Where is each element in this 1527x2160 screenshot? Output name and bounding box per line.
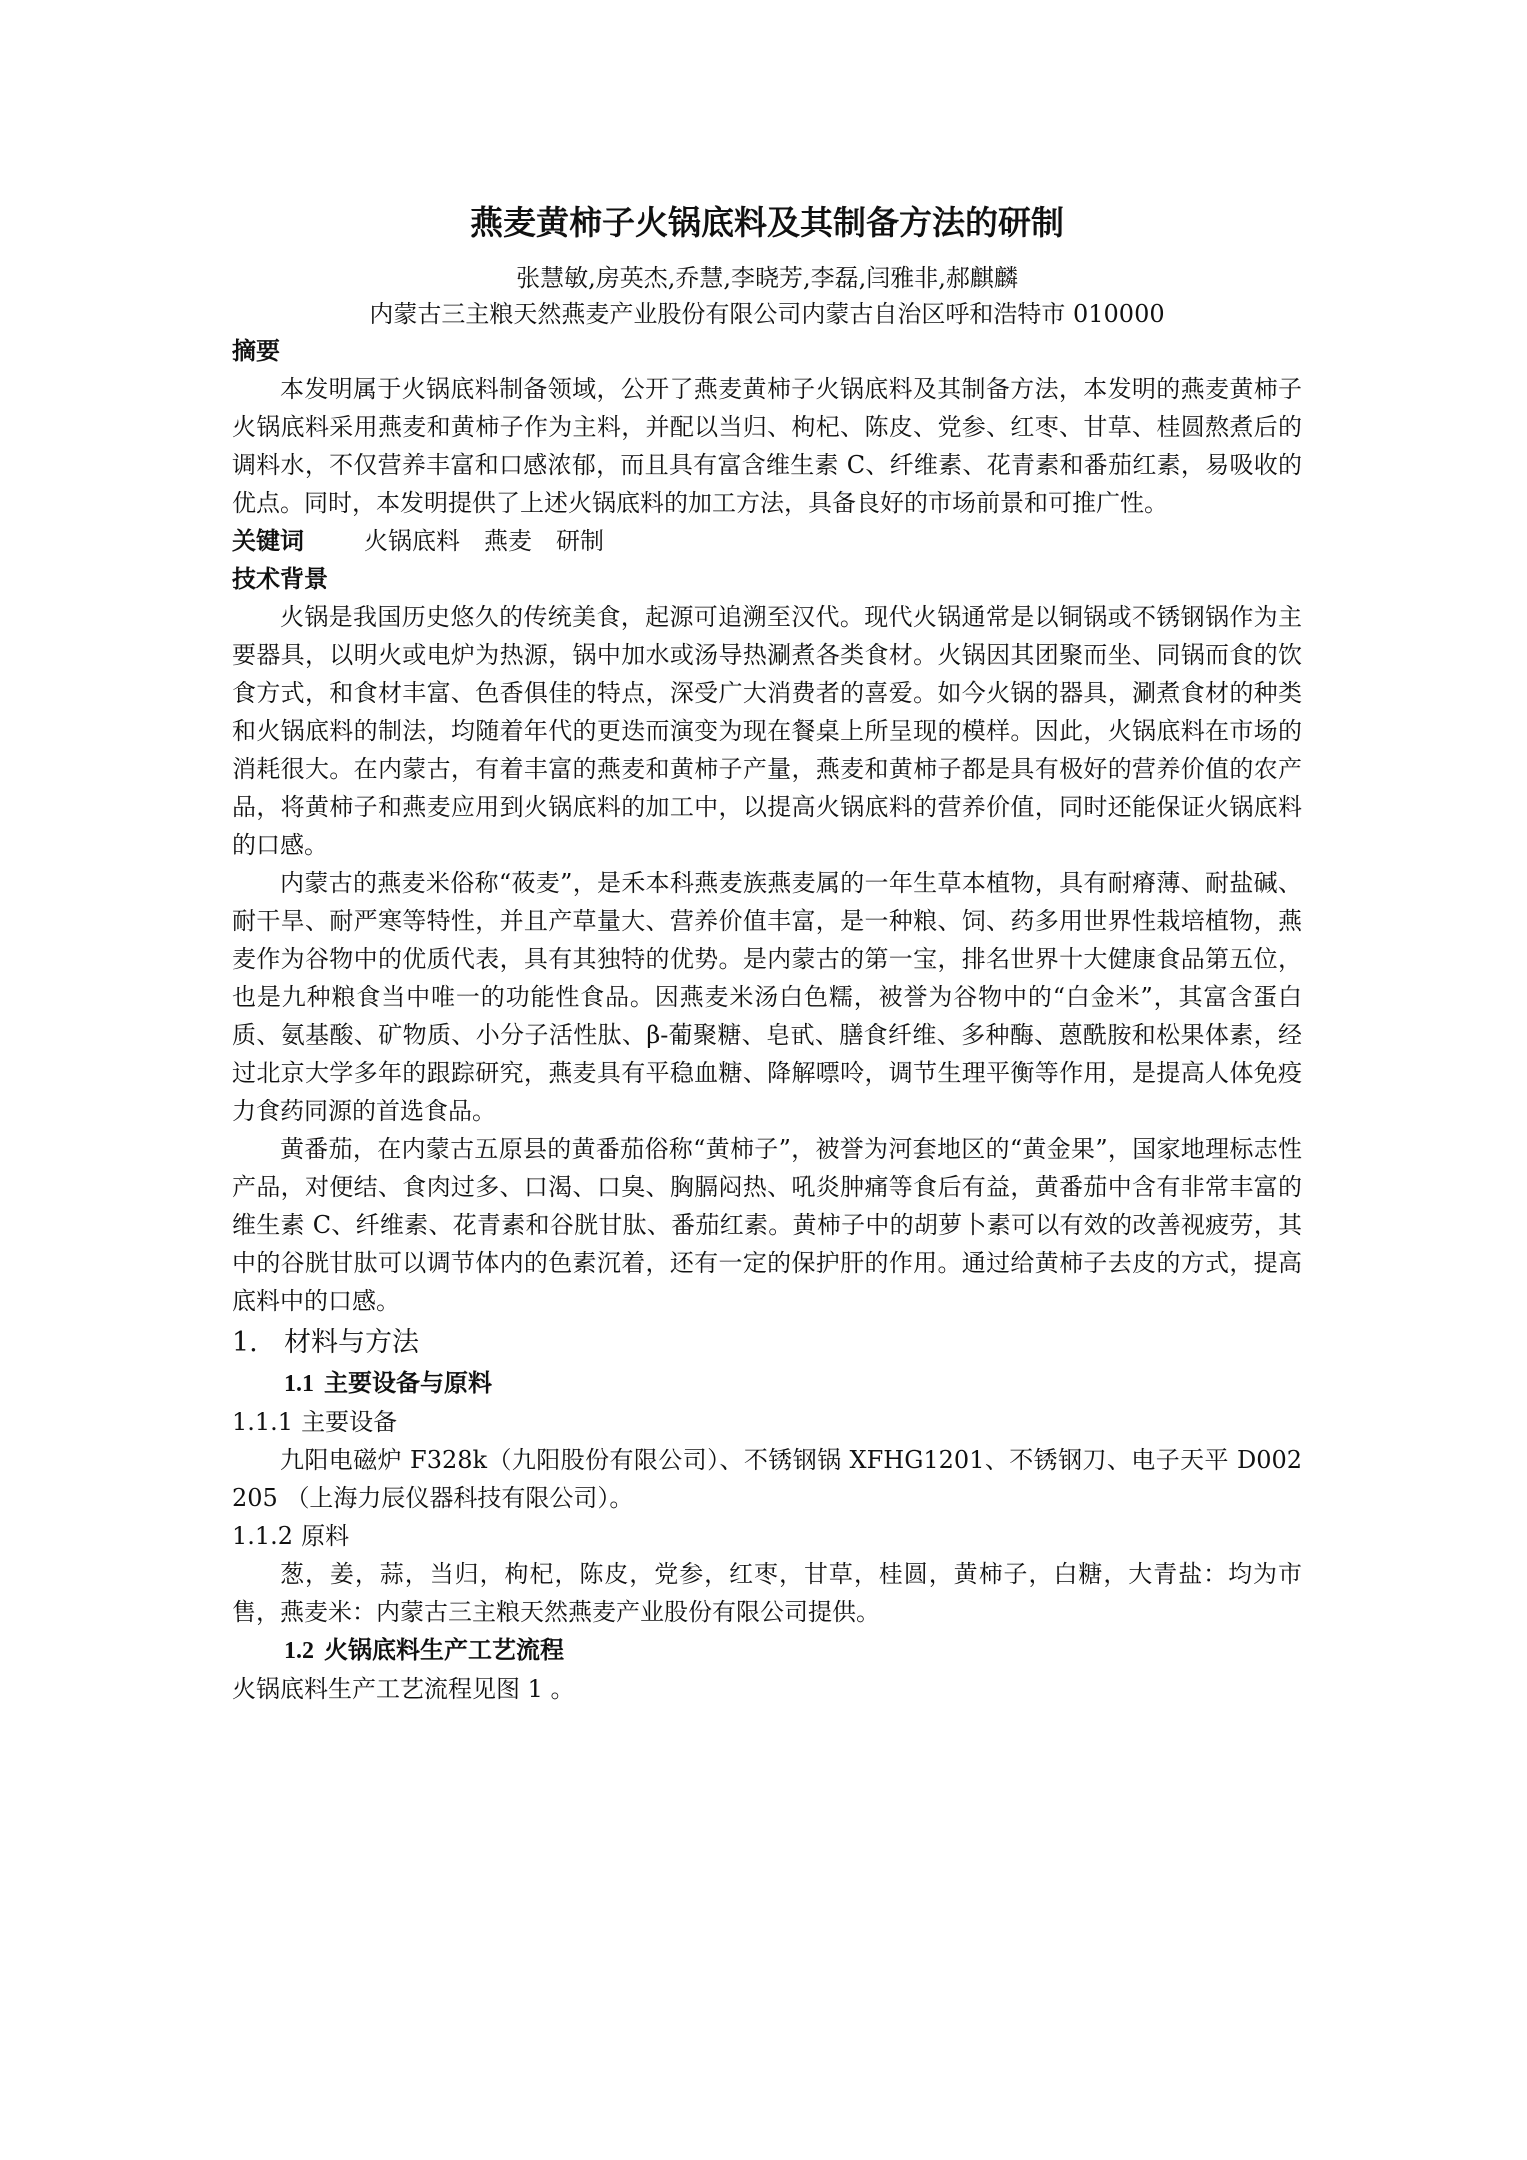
subsubsection-heading-1-1-2: [232, 1517, 1302, 1555]
author-list: 张慧敏,房英杰,乔慧,李晓芳,李磊,闫雅非,郝麒麟: [516, 264, 1018, 292]
paper-title: 燕麦黄柿子火锅底料及其制备方法的研制: [470, 203, 1064, 242]
subsubsection-heading-1-1-1: [232, 1403, 1302, 1441]
background-paragraph: 火锅是我国历史悠久的传统美食，起源可追溯至汉代。现代火锅通常是以铜锅或不锈钢锅作为主要器具，以明火或电炉为热源，锅中加水或汤导热涮煮各类食材。火锅因其团聚而坐、同锅而食的饮食方式，和食材丰富、色香俱佳的特点，深受广大消费者的喜爱。如今火锅的器具，涮煮食材的种类和火锅底料的制法，均随着年代的更迭而演变为现在餐桌上所呈现的模样。因此，火锅底料在市场的消耗很大。在内蒙古，有着丰富的燕麦和黄柿子产量，燕麦和黄柿子都是具有极好的营养价值的农产品，将黄柿子和燕麦应用到火锅底料的加工中，以提高火锅底料的营养价值，同时还能保证火锅底料的口感。: [232, 603, 1302, 859]
subsubsection-title: 原料: [301, 1522, 350, 1550]
keyword-item: 火锅底料: [364, 527, 460, 555]
section-number: 1.: [232, 1327, 258, 1358]
affiliation: 内蒙古三主粮天然燕麦产业股份有限公司内蒙古自治区呼和浩特市 010000: [369, 300, 1165, 328]
background-paragraph: 内蒙古的燕麦米俗称“莜麦”，是禾本科燕麦族燕麦属的一年生草本植物，具有耐瘠薄、耐盐碱、耐干旱、耐严寒等特性，并且产草量大、营养价值丰富，是一种粮、饲、药多用世界性栽培植物，燕麦作为谷物中的优质代表，具有其独特的优势。是内蒙古的第一宝，排名世界十大健康食品第五位，也是九种粮食当中唯一的功能性食品。因燕麦米汤白色糯，被誉为谷物中的“白金米”，其富含蛋白质、氨基酸、矿物质、小分子活性肽、β-葡聚糖、皂甙、膳食纤维、多种酶、蒽酰胺和松果体素，经过北京大学多年的跟踪研究，燕麦具有平稳血糖、降解嘌呤，调节生理平衡等作用，是提高人体免疫力食药同源的首选食品。: [232, 869, 1302, 1125]
section-heading-1: [232, 1322, 1302, 1364]
keyword-item: 燕麦: [484, 527, 532, 555]
section-title: 材料与方法: [284, 1327, 419, 1358]
subsection-title: 火锅底料生产工艺流程: [324, 1636, 564, 1664]
paper-content: [232, 198, 1302, 1708]
subsection-heading-1-1: [232, 1364, 1302, 1403]
subsection-number: 1.2: [284, 1638, 314, 1664]
subsection-heading-1-2: [232, 1631, 1302, 1670]
equipment-text: 九阳电磁炉 F328k（九阳股份有限公司）、不锈钢锅 XFHG1201、不锈钢刀、电子天平 D002205 （上海力辰仪器科技有限公司）。: [232, 1446, 1302, 1512]
subsubsection-number: 1.1.2: [232, 1522, 294, 1550]
keywords-heading: 关键词: [232, 527, 304, 555]
subsubsection-number: 1.1.1: [232, 1408, 294, 1436]
abstract-text: 本发明属于火锅底料制备领域，公开了燕麦黄柿子火锅底料及其制备方法，本发明的燕麦黄柿子火锅底料采用燕麦和黄柿子作为主料，并配以当归、枸杞、陈皮、党参、红枣、甘草、桂圆熬煮后的调料水，不仅营养丰富和口感浓郁，而且具有富含维生素 C、纤维素、花青素和番茄红素，易吸收的优点。同时，本发明提供了上述火锅底料的加工方法，具备良好的市场前景和可推广性。: [232, 375, 1302, 517]
keyword-item: 研制: [556, 527, 604, 555]
background-heading: 技术背景: [232, 565, 328, 593]
background-paragraph: 黄番茄，在内蒙古五原县的黄番茄俗称“黄柿子”，被誉为河套地区的“黄金果”，国家地理标志性产品，对便结、食肉过多、口渴、口臭、胸膈闷热、吼炎肿痛等食后有益，黄番茄中含有非常丰富的维生素 C、纤维素、花青素和谷胱甘肽、番茄红素。黄柿子中的胡萝卜素可以有效的改善视疲劳，其中的谷胱甘肽可以调节体内的色素沉着，还有一定的保护肝的作用。通过给黄柿子去皮的方式，提高底料中的口感。: [232, 1135, 1302, 1315]
subsection-number: 1.1: [284, 1371, 314, 1397]
abstract-heading: 摘要: [232, 337, 280, 365]
keywords-row: [232, 522, 1302, 560]
subsection-title: 主要设备与原料: [324, 1369, 492, 1397]
subsubsection-title: 主要设备: [301, 1408, 398, 1436]
materials-text: 葱，姜，蒜，当归，枸杞，陈皮，党参，红枣，甘草，桂圆，黄柿子，白糖，大青盐：均为市售，燕麦米：内蒙古三主粮天然燕麦产业股份有限公司提供。: [232, 1560, 1302, 1626]
process-text: 火锅底料生产工艺流程见图 1 。: [232, 1675, 575, 1703]
